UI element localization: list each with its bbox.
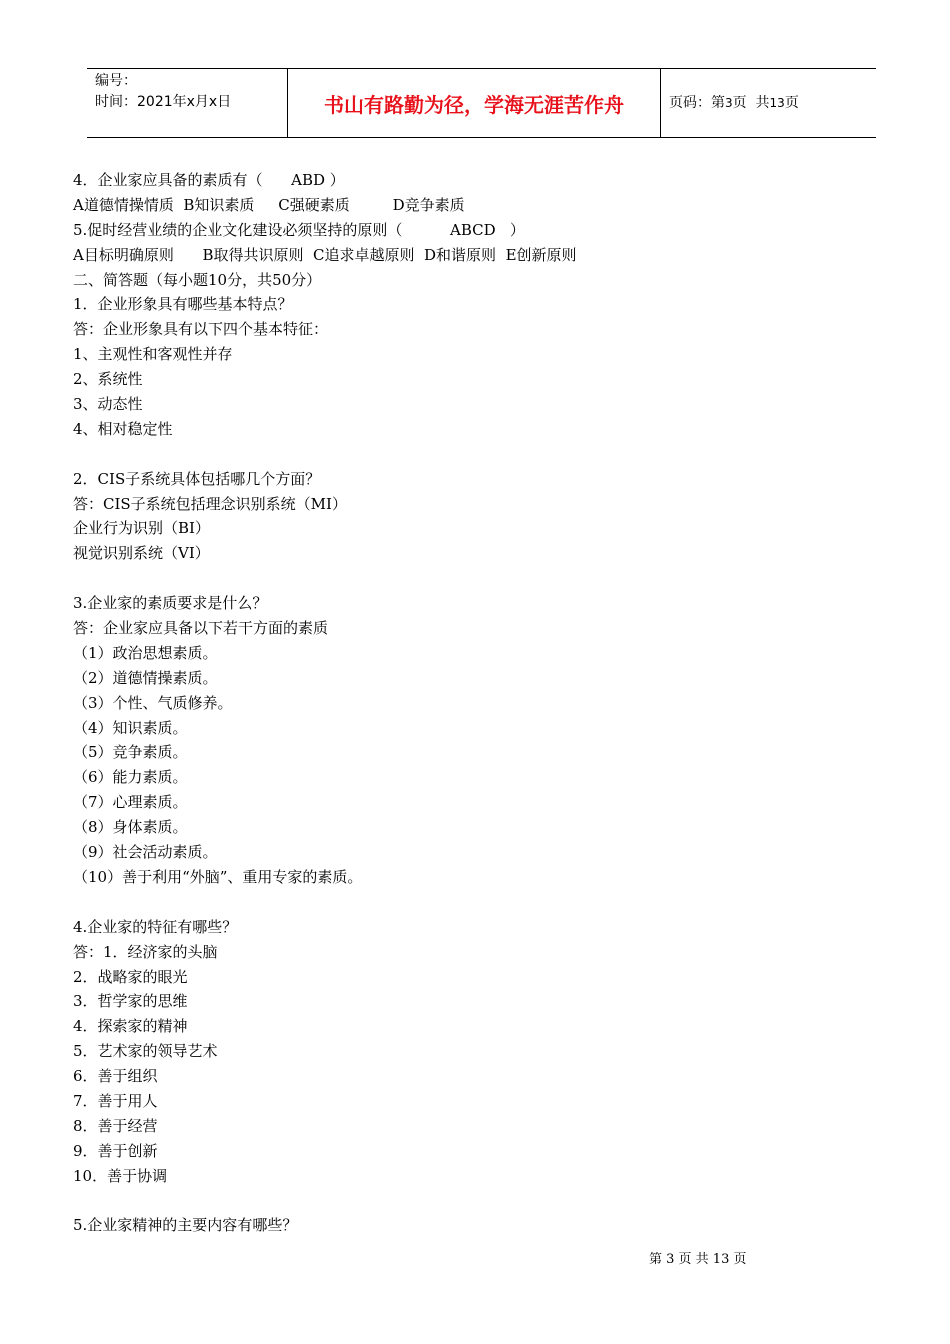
text-line: 答：企业形象具有以下四个基本特征： <box>73 320 329 339</box>
blank-line <box>73 566 873 591</box>
page-footer: 第 3 页 共 13 页 <box>649 1252 747 1267</box>
doc-number-label: 编号： <box>95 73 137 89</box>
page-prefix: 页码：第 <box>669 95 725 111</box>
text-line: A道德情操情质 B知识素质 C强硬素质 D竞争素质 <box>73 195 465 214</box>
text-line: 2．战略家的眼光 <box>73 967 188 986</box>
text-line: 5.促时经营业绩的企业文化建设必须坚持的原则（ ABCD ） <box>73 220 525 239</box>
text-line: 企业行为识别（BI） <box>73 519 210 538</box>
text-line: （9）社会活动素质。 <box>73 843 218 862</box>
text-line: 4.企业家的特征有哪些？ <box>73 917 238 936</box>
text-line: 4、相对稳定性 <box>73 419 173 438</box>
text-line: 7．善于用人 <box>73 1091 158 1110</box>
page-total: 13 <box>769 96 785 110</box>
document-body <box>73 168 873 1238</box>
doc-time-label: 时间：2021年x月x日 <box>95 94 232 110</box>
text-line: 答：企业家应具备以下若干方面的素质 <box>73 619 329 638</box>
page-current: 3 <box>725 96 733 110</box>
text-line: 9．善于创新 <box>73 1141 158 1160</box>
text-line: （3）个性、气质修养。 <box>73 693 233 712</box>
text-line: （10）善于利用“外脑”、重用专家的素质。 <box>73 867 363 886</box>
blank-line <box>73 1189 873 1214</box>
text-line: 8．善于经营 <box>73 1116 158 1135</box>
text-line: 2．CIS子系统具体包括哪几个方面？ <box>73 469 321 488</box>
text-line: 1、主观性和客观性并存 <box>73 345 233 364</box>
text-line: 2、系统性 <box>73 370 143 389</box>
text-line: 10．善于协调 <box>73 1166 168 1185</box>
text-line: 5．艺术家的领导艺术 <box>73 1042 218 1061</box>
blank-line <box>73 442 873 467</box>
text-line: （2）道德情操素质。 <box>73 668 218 687</box>
text-line: （6）能力素质。 <box>73 768 188 787</box>
text-line: 4．探索家的精神 <box>73 1017 188 1036</box>
text-line: 3．哲学家的思维 <box>73 992 188 1011</box>
text-line: （5）竞争素质。 <box>73 743 188 762</box>
text-line: 二、简答题（每小题10分，共50分） <box>73 270 322 289</box>
text-line: （4）知识素质。 <box>73 718 188 737</box>
header-motto: 书山有路勤为径，学海无涯苦作舟 <box>324 93 624 117</box>
text-line: 1．企业形象具有哪些基本特点？ <box>73 295 293 314</box>
text-line: 5.企业家精神的主要内容有哪些？ <box>73 1216 298 1235</box>
text-line: A目标明确原则 B取得共识原则 C追求卓越原则 D和谐原则 E创新原则 <box>73 245 577 264</box>
page-mid: 页 共 <box>732 95 770 111</box>
header-page-info <box>669 92 799 112</box>
blank-line <box>73 890 873 915</box>
header-divider-right <box>660 69 661 137</box>
text-line: （8）身体素质。 <box>73 818 188 837</box>
text-line: 3、动态性 <box>73 395 143 414</box>
text-line: （1）政治思想素质。 <box>73 643 218 662</box>
page-header <box>87 68 876 138</box>
text-line: 答：CIS子系统包括理念识别系统（MI） <box>73 494 347 513</box>
text-line: （7）心理素质。 <box>73 793 188 812</box>
text-line: 3.企业家的素质要求是什么？ <box>73 594 268 613</box>
page-suffix: 页 <box>784 95 799 111</box>
text-line: 4．企业家应具备的素质有（ ABD ） <box>73 171 345 189</box>
header-meta <box>95 71 285 113</box>
text-line: 视觉识别系统（VI） <box>73 544 210 563</box>
text-line: 答：1．经济家的头脑 <box>73 942 218 961</box>
text-line: 6．善于组织 <box>73 1067 158 1086</box>
